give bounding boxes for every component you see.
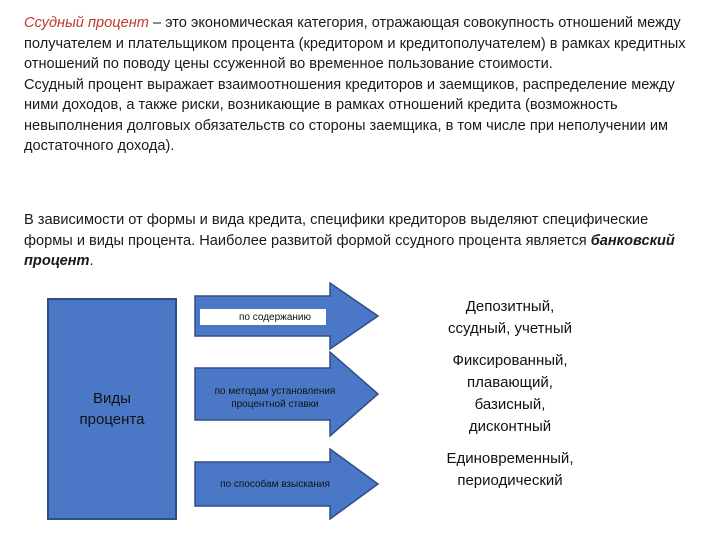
result-by-content: Депозитный, ссудный, учетный: [447, 298, 572, 337]
forms-end: .: [89, 253, 94, 269]
forms-text: В зависимости от формы и вида кредита, специфики кредиторов выделяют специфические формы и виды процента. Наиболее развитой формой ссудного процента является: [24, 212, 649, 249]
arrow-by-rate-method: [194, 350, 380, 418]
arrow-by-content: [194, 282, 380, 350]
definition-text: – это экономическая категория, отражающая совокупность отношений между получателем и плательщиком процента (кредитором и кредитополучателем) в рамках кредитных отношений по поводу цены ссуженной во временное пользование стоимости.: [24, 15, 686, 72]
defined-term: Ссудный процент: [24, 15, 149, 31]
arrow-label-rate-method: по методам установления процентной ставки: [214, 386, 336, 410]
definition-paragraph: [24, 13, 696, 157]
result-by-rate-method: Фиксированный, плавающий, базисный, дисконтный: [452, 352, 568, 435]
bank-interest-term: банковский процент: [24, 232, 675, 269]
interest-types-label: Виды процента: [79, 390, 145, 428]
definition-continuation: Ссудный процент выражает взаимоотношения кредиторов и заемщиков, распределение между ними доходов, а также риски, возникающие в рамках отношений кредита (возможность невыполнения долговых обязательств со стороны заемщика, в том числе при неполучении им достаточного дохода).: [24, 76, 675, 154]
interest-types-box: [47, 298, 177, 520]
arrow-label-collection: по способам взыскания: [220, 479, 330, 490]
forms-paragraph: [24, 210, 696, 272]
result-by-collection: Единовременный, периодический: [446, 450, 574, 489]
arrow-label-content: по содержанию: [238, 312, 312, 323]
arrow-by-collection: [194, 448, 380, 516]
